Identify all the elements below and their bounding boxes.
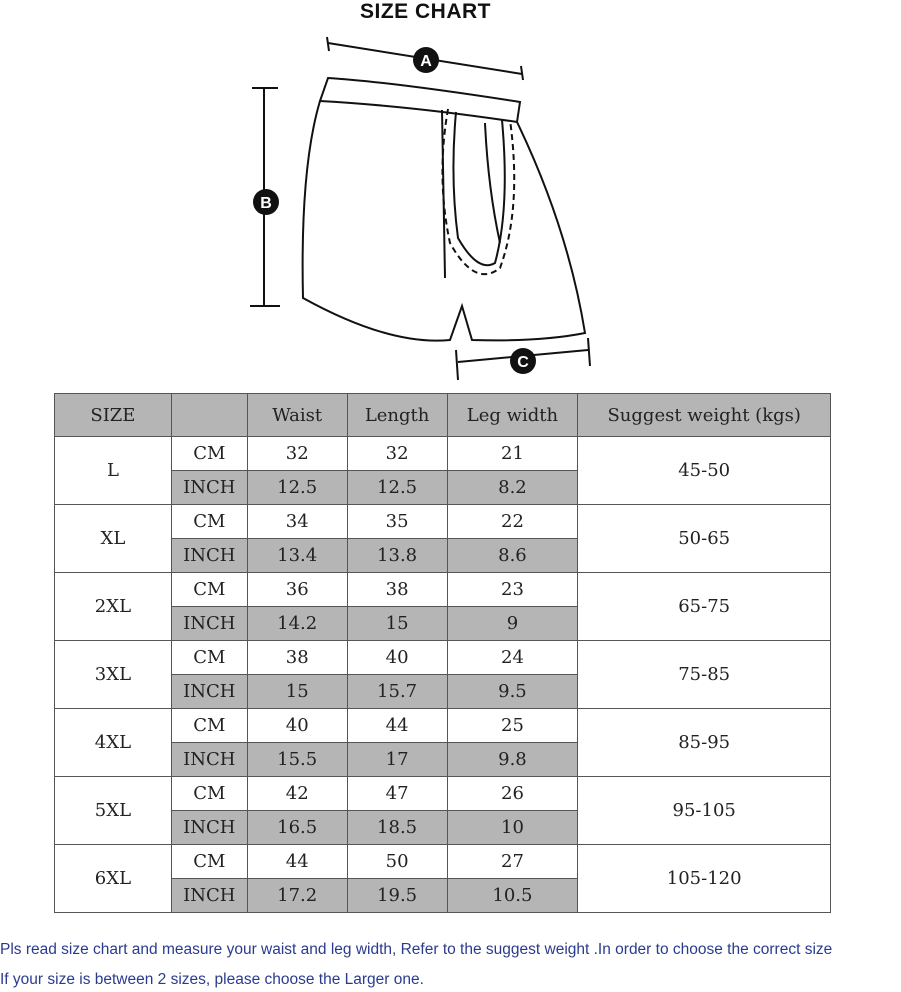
table-row bbox=[55, 505, 831, 539]
between-sizes-note: If your size is between 2 sizes, please choose the Larger one. bbox=[0, 971, 424, 988]
weight-cell: 45-50 bbox=[578, 437, 831, 505]
unit-cell: INCH bbox=[171, 879, 247, 913]
waist-cell: 17.2 bbox=[247, 879, 347, 913]
leg-width-cell: 10.5 bbox=[447, 879, 578, 913]
length-cell: 18.5 bbox=[347, 811, 447, 845]
size-chart-table bbox=[54, 393, 831, 913]
weight-cell: 95-105 bbox=[578, 777, 831, 845]
size-cell: 2XL bbox=[55, 573, 172, 641]
length-cell: 12.5 bbox=[347, 471, 447, 505]
leg-width-cell: 10 bbox=[447, 811, 578, 845]
table-row bbox=[55, 641, 831, 675]
unit-cell: CM bbox=[171, 437, 247, 471]
unit-cell: CM bbox=[171, 777, 247, 811]
length-cell: 50 bbox=[347, 845, 447, 879]
length-cell: 32 bbox=[347, 437, 447, 471]
label-b-icon bbox=[253, 189, 279, 215]
table-row bbox=[55, 709, 831, 743]
waist-cell: 14.2 bbox=[247, 607, 347, 641]
waist-cell: 15.5 bbox=[247, 743, 347, 777]
length-cell: 47 bbox=[347, 777, 447, 811]
header-waist: Waist bbox=[247, 394, 347, 437]
waist-cell: 32 bbox=[247, 437, 347, 471]
shorts-measurement-diagram bbox=[240, 28, 620, 388]
unit-cell: INCH bbox=[171, 811, 247, 845]
waist-cell: 42 bbox=[247, 777, 347, 811]
leg-width-cell: 24 bbox=[447, 641, 578, 675]
waist-cell: 38 bbox=[247, 641, 347, 675]
header-length: Length bbox=[347, 394, 447, 437]
table-header-row bbox=[55, 394, 831, 437]
length-cell: 44 bbox=[347, 709, 447, 743]
length-cell: 17 bbox=[347, 743, 447, 777]
weight-cell: 105-120 bbox=[578, 845, 831, 913]
size-cell: 3XL bbox=[55, 641, 172, 709]
unit-cell: CM bbox=[171, 641, 247, 675]
table-row bbox=[55, 845, 831, 879]
unit-cell: CM bbox=[171, 573, 247, 607]
leg-width-cell: 9.5 bbox=[447, 675, 578, 709]
length-cell: 15 bbox=[347, 607, 447, 641]
length-cell: 15.7 bbox=[347, 675, 447, 709]
leg-width-cell: 27 bbox=[447, 845, 578, 879]
unit-cell: INCH bbox=[171, 471, 247, 505]
waist-cell: 15 bbox=[247, 675, 347, 709]
header-size: SIZE bbox=[55, 394, 172, 437]
size-cell: 5XL bbox=[55, 777, 172, 845]
waist-cell: 44 bbox=[247, 845, 347, 879]
leg-width-cell: 23 bbox=[447, 573, 578, 607]
svg-text:C: C bbox=[517, 354, 529, 371]
svg-text:B: B bbox=[260, 195, 272, 212]
size-cell: XL bbox=[55, 505, 172, 573]
weight-cell: 85-95 bbox=[578, 709, 831, 777]
unit-cell: CM bbox=[171, 845, 247, 879]
header-leg-width: Leg width bbox=[447, 394, 578, 437]
unit-cell: CM bbox=[171, 709, 247, 743]
waistband-outline bbox=[320, 78, 520, 122]
size-cell: L bbox=[55, 437, 172, 505]
length-cell: 19.5 bbox=[347, 879, 447, 913]
svg-text:A: A bbox=[420, 53, 432, 70]
leg-width-cell: 8.2 bbox=[447, 471, 578, 505]
leg-width-cell: 8.6 bbox=[447, 539, 578, 573]
waist-cell: 40 bbox=[247, 709, 347, 743]
size-cell: 6XL bbox=[55, 845, 172, 913]
table-row bbox=[55, 777, 831, 811]
unit-cell: INCH bbox=[171, 675, 247, 709]
weight-cell: 65-75 bbox=[578, 573, 831, 641]
leg-width-cell: 21 bbox=[447, 437, 578, 471]
weight-cell: 75-85 bbox=[578, 641, 831, 709]
leg-width-cell: 25 bbox=[447, 709, 578, 743]
page-title: SIZE CHART bbox=[360, 0, 491, 23]
length-cell: 38 bbox=[347, 573, 447, 607]
header-suggest-weight: Suggest weight (kgs) bbox=[578, 394, 831, 437]
label-c-icon bbox=[510, 348, 536, 374]
unit-cell: INCH bbox=[171, 607, 247, 641]
leg-width-cell: 22 bbox=[447, 505, 578, 539]
leg-width-cell: 9.8 bbox=[447, 743, 578, 777]
length-cell: 35 bbox=[347, 505, 447, 539]
waist-cell: 36 bbox=[247, 573, 347, 607]
waist-cell: 12.5 bbox=[247, 471, 347, 505]
length-cell: 40 bbox=[347, 641, 447, 675]
table-row bbox=[55, 437, 831, 471]
waist-cell: 16.5 bbox=[247, 811, 347, 845]
waist-cell: 34 bbox=[247, 505, 347, 539]
leg-width-cell: 9 bbox=[447, 607, 578, 641]
leg-width-cell: 26 bbox=[447, 777, 578, 811]
size-cell: 4XL bbox=[55, 709, 172, 777]
label-a-icon bbox=[413, 47, 439, 73]
waist-cell: 13.4 bbox=[247, 539, 347, 573]
unit-cell: CM bbox=[171, 505, 247, 539]
unit-cell: INCH bbox=[171, 539, 247, 573]
measure-instruction-note: Pls read size chart and measure your waist and leg width, Refer to the suggest weight .In order to choose the correct size bbox=[0, 941, 833, 958]
unit-cell: INCH bbox=[171, 743, 247, 777]
length-cell: 13.8 bbox=[347, 539, 447, 573]
header-unit bbox=[171, 394, 247, 437]
table-row bbox=[55, 573, 831, 607]
weight-cell: 50-65 bbox=[578, 505, 831, 573]
